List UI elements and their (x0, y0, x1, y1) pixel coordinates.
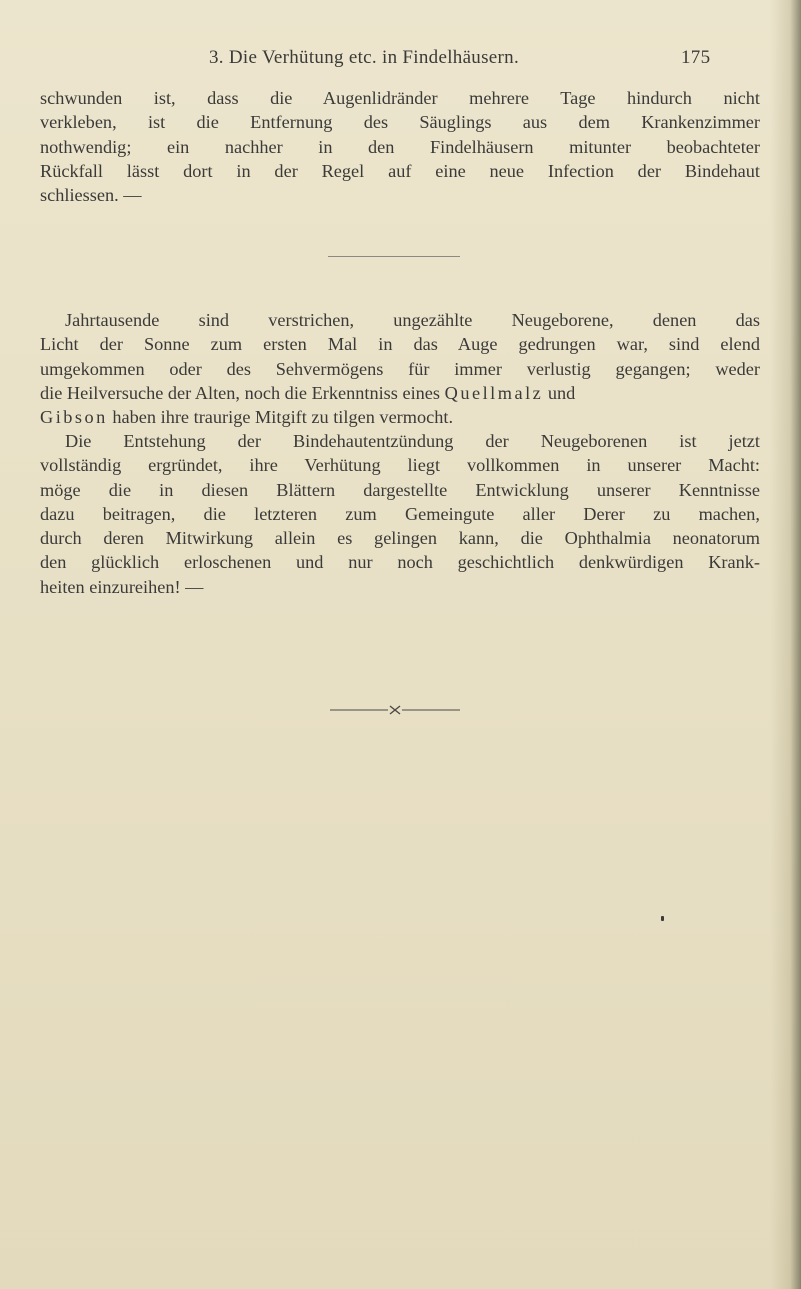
text-line: vollständig ergründet, ihre Verhütung liegt vollkommen in unserer Macht: (40, 455, 760, 476)
text-line: durch deren Mitwirkung allein es gelingen kann, die Ophthalmia neonatorum (40, 528, 760, 549)
running-header (0, 47, 801, 73)
ink-speck (661, 916, 664, 921)
text-line: den glücklich erloschenen und nur noch geschichtlich denkwürdigen Krank- (40, 552, 760, 573)
text-segment: und (547, 382, 576, 403)
text-line: nothwendig; ein nachher in den Findelhäusern mitunter beobachteter (40, 136, 760, 157)
text-line: verkleben, ist die Entfernung des Säuglings aus dem Krankenzimmer (40, 112, 760, 133)
text-line: Jahrtausende sind verstrichen, ungezählte Neugeborene, denen das (65, 310, 760, 330)
paragraph-1 (40, 86, 760, 207)
text-line-with-names (40, 405, 760, 429)
text-line: Rückfall lässt dort in der Regel auf eine neue Infection der Bindehaut (40, 160, 760, 181)
end-ornament (330, 700, 460, 720)
text-line: schwunden ist, dass die Augenlidränder mehrere Tage hindurch nicht (40, 88, 760, 108)
text-line: dazu beitragen, die letzteren zum Gemeingute aller Derer zu machen, (40, 503, 760, 524)
text-line: schliessen. — (40, 185, 142, 206)
text-line: Licht der Sonne zum ersten Mal in das Auge gedrungen war, sind elend (40, 334, 760, 355)
author-name-quellmalz: Quellmalz (444, 382, 544, 403)
paragraph-3 (40, 429, 760, 599)
paragraph-2 (40, 308, 760, 429)
text-line-with-names (40, 381, 760, 405)
text-line: umgekommen oder des Sehvermögens für immer verlustig gegangen; weder (40, 358, 760, 379)
text-line: Die Entstehung der Bindehautentzündung der Neugeborenen ist jetzt (65, 431, 760, 451)
header-title: 3. Die Verhütung etc. in Findelhäusern. (209, 47, 520, 68)
text-segment: haben ihre traurige Mitgift zu tilgen vermocht. (112, 407, 454, 428)
text-line: möge die in diesen Blättern dargestellte Entwicklung unserer Kenntnisse (40, 479, 760, 500)
section-divider (328, 256, 460, 257)
text-line: heiten einzureihen! — (40, 576, 204, 597)
text-segment: die Heilversuche der Alten, noch die Erkenntniss eines (40, 382, 441, 403)
page-number: 175 (681, 47, 711, 68)
author-name-gibson: Gibson (40, 407, 108, 428)
